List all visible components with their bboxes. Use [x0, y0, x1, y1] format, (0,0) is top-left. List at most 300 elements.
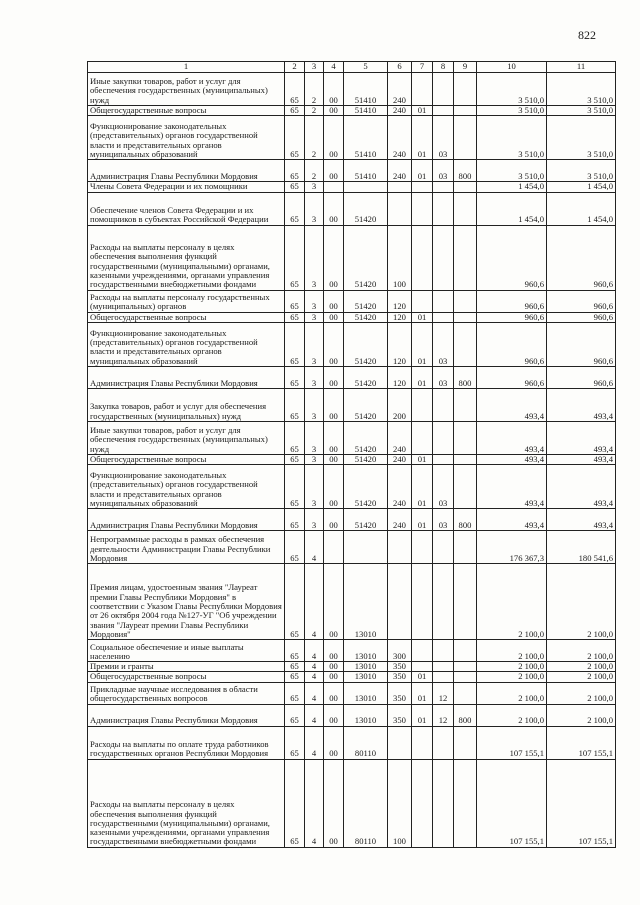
code-col7-cell: 01: [412, 509, 433, 531]
code-col5-cell: 51420: [344, 322, 388, 366]
code-col9-cell: [454, 192, 477, 225]
code-col5-cell: 13010: [344, 640, 388, 662]
amount-col11-cell: 493,4: [547, 388, 616, 421]
amount-col10-cell: 2 100,0: [477, 640, 547, 662]
code-col7-cell: [412, 726, 433, 759]
table-row: [88, 454, 616, 464]
table-row: [88, 531, 616, 564]
code-col9-cell: [454, 322, 477, 366]
amount-col11-cell: 3 510,0: [547, 116, 616, 160]
code-col9-cell: [454, 454, 477, 464]
amount-col11-cell: 2 100,0: [547, 682, 616, 704]
code-col7-cell: [412, 225, 433, 290]
code-col7-cell: [412, 182, 433, 192]
code-col2-cell: 65: [285, 454, 305, 464]
code-col3-cell: 3: [305, 366, 324, 388]
header-cell: 8: [433, 62, 454, 73]
item-name-cell: Расходы на выплаты персоналу в целях обеспечения выполнения функций государственными (муниципальными) органами, казенными учреждениями, органами управления государственными внебюджетными фондами: [88, 759, 285, 847]
code-col2-cell: 65: [285, 182, 305, 192]
amount-col10-cell: 2 100,0: [477, 682, 547, 704]
table-row: [88, 421, 616, 454]
code-col9-cell: [454, 182, 477, 192]
code-col7-cell: [412, 662, 433, 672]
amount-col10-cell: 3 510,0: [477, 160, 547, 182]
code-col4-cell: 00: [324, 454, 344, 464]
amount-col10-cell: 2 100,0: [477, 672, 547, 682]
code-col9-cell: [454, 388, 477, 421]
amount-col10-cell: 960,6: [477, 366, 547, 388]
code-col9-cell: [454, 672, 477, 682]
code-col7-cell: [412, 759, 433, 847]
code-col9-cell: [454, 662, 477, 672]
table-row: [88, 116, 616, 160]
table-row: [88, 290, 616, 312]
amount-col11-cell: 493,4: [547, 421, 616, 454]
code-col4-cell: 00: [324, 421, 344, 454]
amount-col11-cell: 3 510,0: [547, 73, 616, 106]
code-col2-cell: 65: [285, 73, 305, 106]
code-col3-cell: 3: [305, 290, 324, 312]
code-col2-cell: 65: [285, 312, 305, 322]
code-col2-cell: 65: [285, 704, 305, 726]
code-col6-cell: 240: [388, 465, 412, 509]
amount-col10-cell: 493,4: [477, 465, 547, 509]
code-col2-cell: 65: [285, 759, 305, 847]
code-col3-cell: 4: [305, 531, 324, 564]
code-col4-cell: 00: [324, 106, 344, 116]
code-col5-cell: 13010: [344, 704, 388, 726]
code-col8-cell: [433, 726, 454, 759]
item-name-cell: Иные закупки товаров, работ и услуг для обеспечения государственных (муниципальных) нужд: [88, 73, 285, 106]
table-row: [88, 312, 616, 322]
code-col9-cell: [454, 116, 477, 160]
code-col8-cell: 03: [433, 322, 454, 366]
code-col4-cell: 00: [324, 192, 344, 225]
header-cell: 10: [477, 62, 547, 73]
item-name-cell: Функционирование законодательных (представительных) органов государственной власти и представительных органов муниципальных образований: [88, 465, 285, 509]
code-col4-cell: 00: [324, 564, 344, 640]
code-col8-cell: [433, 73, 454, 106]
code-col3-cell: 3: [305, 312, 324, 322]
code-col8-cell: [433, 290, 454, 312]
header-cell: 11: [547, 62, 616, 73]
code-col2-cell: 65: [285, 225, 305, 290]
amount-col11-cell: 493,4: [547, 465, 616, 509]
code-col2-cell: 65: [285, 366, 305, 388]
code-col8-cell: [433, 192, 454, 225]
code-col6-cell: 240: [388, 160, 412, 182]
code-col7-cell: [412, 192, 433, 225]
code-col3-cell: 2: [305, 106, 324, 116]
header-cell: 4: [324, 62, 344, 73]
item-name-cell: Непрограммные расходы в рамках обеспечения деятельности Администрации Главы Республики Мордовия: [88, 531, 285, 564]
item-name-cell: Члены Совета Федерации и их помощники: [88, 182, 285, 192]
code-col7-cell: [412, 73, 433, 106]
amount-col10-cell: 107 155,1: [477, 759, 547, 847]
amount-col10-cell: 2 100,0: [477, 704, 547, 726]
code-col2-cell: 65: [285, 388, 305, 421]
code-col5-cell: 51420: [344, 388, 388, 421]
amount-col11-cell: 493,4: [547, 509, 616, 531]
item-name-cell: Администрация Главы Республики Мордовия: [88, 366, 285, 388]
amount-col10-cell: 960,6: [477, 290, 547, 312]
code-col4-cell: [324, 182, 344, 192]
code-col9-cell: [454, 726, 477, 759]
code-col7-cell: 01: [412, 672, 433, 682]
code-col6-cell: [388, 726, 412, 759]
budget-table: [87, 61, 616, 848]
code-col9-cell: 800: [454, 366, 477, 388]
code-col8-cell: [433, 106, 454, 116]
code-col5-cell: 13010: [344, 662, 388, 672]
code-col7-cell: 01: [412, 704, 433, 726]
item-name-cell: Администрация Главы Республики Мордовия: [88, 509, 285, 531]
item-name-cell: Обеспечение членов Совета Федерации и их помощников в субъектах Российской Федерации: [88, 192, 285, 225]
code-col7-cell: 01: [412, 682, 433, 704]
code-col9-cell: [454, 682, 477, 704]
code-col6-cell: 240: [388, 106, 412, 116]
table-row: [88, 192, 616, 225]
item-name-cell: Премии и гранты: [88, 662, 285, 672]
code-col5-cell: 13010: [344, 682, 388, 704]
code-col5-cell: 51420: [344, 454, 388, 464]
code-col7-cell: 01: [412, 106, 433, 116]
code-col2-cell: 65: [285, 322, 305, 366]
amount-col11-cell: 2 100,0: [547, 704, 616, 726]
table-row: [88, 73, 616, 106]
item-name-cell: Премия лицам, удостоенным звания "Лауреат премии Главы Республики Мордовия" в соответствии с Указом Главы Республики Мордовия от 26 октября 2004 года №127-УГ "Об учреждении звания "Лауреат премии Главы Республики Мордовия": [88, 564, 285, 640]
amount-col11-cell: 107 155,1: [547, 759, 616, 847]
code-col6-cell: 120: [388, 366, 412, 388]
item-name-cell: Закупка товаров, работ и услуг для обеспечения государственных (муниципальных) нужд: [88, 388, 285, 421]
table-row: [88, 726, 616, 759]
code-col5-cell: [344, 182, 388, 192]
code-col8-cell: [433, 531, 454, 564]
item-name-cell: Функционирование законодательных (представительных) органов государственной власти и представительных органов муниципальных образований: [88, 322, 285, 366]
code-col2-cell: 65: [285, 672, 305, 682]
code-col4-cell: 00: [324, 290, 344, 312]
table-row: [88, 225, 616, 290]
code-col3-cell: 3: [305, 509, 324, 531]
amount-col11-cell: 2 100,0: [547, 640, 616, 662]
code-col3-cell: 3: [305, 322, 324, 366]
amount-col10-cell: 960,6: [477, 312, 547, 322]
code-col9-cell: [454, 465, 477, 509]
code-col3-cell: 3: [305, 225, 324, 290]
code-col9-cell: [454, 531, 477, 564]
item-name-cell: Администрация Главы Республики Мордовия: [88, 160, 285, 182]
code-col6-cell: 240: [388, 116, 412, 160]
item-name-cell: Расходы на выплаты персоналу государственных (муниципальных) органов: [88, 290, 285, 312]
code-col4-cell: 00: [324, 116, 344, 160]
code-col3-cell: 4: [305, 662, 324, 672]
amount-col10-cell: 2 100,0: [477, 564, 547, 640]
amount-col10-cell: 960,6: [477, 225, 547, 290]
table-row: [88, 388, 616, 421]
code-col7-cell: 01: [412, 454, 433, 464]
table-row: [88, 704, 616, 726]
table-row: [88, 322, 616, 366]
code-col6-cell: 100: [388, 759, 412, 847]
code-col5-cell: 51420: [344, 366, 388, 388]
code-col5-cell: 13010: [344, 564, 388, 640]
table-row: [88, 672, 616, 682]
code-col5-cell: 13010: [344, 672, 388, 682]
code-col8-cell: [433, 662, 454, 672]
code-col9-cell: [454, 640, 477, 662]
amount-col11-cell: 960,6: [547, 312, 616, 322]
amount-col11-cell: 1 454,0: [547, 182, 616, 192]
code-col5-cell: 51420: [344, 465, 388, 509]
code-col6-cell: 350: [388, 662, 412, 672]
amount-col10-cell: 176 367,3: [477, 531, 547, 564]
code-col4-cell: 00: [324, 160, 344, 182]
code-col2-cell: 65: [285, 290, 305, 312]
code-col2-cell: 65: [285, 726, 305, 759]
amount-col10-cell: 3 510,0: [477, 73, 547, 106]
table-row: [88, 465, 616, 509]
table-row: [88, 564, 616, 640]
code-col8-cell: [433, 640, 454, 662]
code-col2-cell: 65: [285, 106, 305, 116]
code-col6-cell: 240: [388, 421, 412, 454]
code-col9-cell: [454, 564, 477, 640]
code-col6-cell: [388, 531, 412, 564]
amount-col10-cell: 493,4: [477, 454, 547, 464]
code-col4-cell: 00: [324, 640, 344, 662]
code-col9-cell: [454, 759, 477, 847]
code-col3-cell: 4: [305, 640, 324, 662]
code-col5-cell: 51420: [344, 509, 388, 531]
code-col3-cell: 3: [305, 192, 324, 225]
code-col8-cell: [433, 672, 454, 682]
code-col6-cell: 240: [388, 509, 412, 531]
table-row: [88, 106, 616, 116]
code-col6-cell: 120: [388, 290, 412, 312]
code-col2-cell: 65: [285, 465, 305, 509]
code-col6-cell: 350: [388, 704, 412, 726]
item-name-cell: Общегосударственные вопросы: [88, 106, 285, 116]
header-cell: 1: [88, 62, 285, 73]
code-col5-cell: 51420: [344, 290, 388, 312]
code-col4-cell: 00: [324, 73, 344, 106]
code-col8-cell: [433, 759, 454, 847]
code-col8-cell: 03: [433, 509, 454, 531]
code-col8-cell: [433, 421, 454, 454]
code-col9-cell: [454, 225, 477, 290]
code-col3-cell: 4: [305, 704, 324, 726]
header-cell: 9: [454, 62, 477, 73]
code-col9-cell: 800: [454, 160, 477, 182]
table-row: [88, 160, 616, 182]
code-col5-cell: 51420: [344, 192, 388, 225]
code-col4-cell: 00: [324, 322, 344, 366]
code-col4-cell: 00: [324, 225, 344, 290]
item-name-cell: Прикладные научные исследования в области общегосударственных вопросов: [88, 682, 285, 704]
code-col4-cell: 00: [324, 704, 344, 726]
item-name-cell: Расходы на выплаты персоналу в целях обеспечения выполнения функций государственными (муниципальными) органами, казенными учреждениями, органами управления государственными внебюджетными фондами: [88, 225, 285, 290]
amount-col10-cell: 3 510,0: [477, 106, 547, 116]
code-col9-cell: [454, 290, 477, 312]
code-col6-cell: 240: [388, 454, 412, 464]
code-col6-cell: [388, 192, 412, 225]
table-row: [88, 682, 616, 704]
item-name-cell: Администрация Главы Республики Мордовия: [88, 704, 285, 726]
amount-col10-cell: 3 510,0: [477, 116, 547, 160]
code-col9-cell: [454, 421, 477, 454]
code-col3-cell: 3: [305, 421, 324, 454]
code-col4-cell: 00: [324, 672, 344, 682]
header-cell: 2: [285, 62, 305, 73]
code-col9-cell: 800: [454, 509, 477, 531]
code-col7-cell: 01: [412, 116, 433, 160]
code-col6-cell: 200: [388, 388, 412, 421]
code-col2-cell: 65: [285, 192, 305, 225]
code-col2-cell: 65: [285, 662, 305, 672]
code-col9-cell: [454, 106, 477, 116]
code-col8-cell: 03: [433, 116, 454, 160]
code-col8-cell: 03: [433, 465, 454, 509]
header-cell: 5: [344, 62, 388, 73]
code-col8-cell: [433, 312, 454, 322]
code-col4-cell: 00: [324, 366, 344, 388]
table-row: [88, 366, 616, 388]
amount-col10-cell: 2 100,0: [477, 662, 547, 672]
code-col4-cell: 00: [324, 388, 344, 421]
code-col4-cell: 00: [324, 312, 344, 322]
code-col7-cell: [412, 421, 433, 454]
code-col3-cell: 2: [305, 160, 324, 182]
code-col5-cell: 51420: [344, 421, 388, 454]
code-col7-cell: [412, 640, 433, 662]
code-col7-cell: [412, 531, 433, 564]
item-name-cell: Иные закупки товаров, работ и услуг для обеспечения государственных (муниципальных) нужд: [88, 421, 285, 454]
code-col2-cell: 65: [285, 531, 305, 564]
code-col7-cell: 01: [412, 160, 433, 182]
page-number: 822: [578, 28, 596, 42]
code-col5-cell: 51410: [344, 116, 388, 160]
code-col8-cell: 12: [433, 704, 454, 726]
table-row: [88, 759, 616, 847]
code-col9-cell: [454, 312, 477, 322]
code-col9-cell: [454, 73, 477, 106]
code-col5-cell: 51410: [344, 106, 388, 116]
amount-col10-cell: 1 454,0: [477, 182, 547, 192]
amount-col11-cell: 960,6: [547, 225, 616, 290]
code-col2-cell: 65: [285, 116, 305, 160]
code-col5-cell: [344, 531, 388, 564]
code-col6-cell: 240: [388, 73, 412, 106]
table-row: [88, 662, 616, 672]
code-col8-cell: [433, 454, 454, 464]
amount-col10-cell: 1 454,0: [477, 192, 547, 225]
code-col7-cell: [412, 388, 433, 421]
amount-col11-cell: 2 100,0: [547, 564, 616, 640]
item-name-cell: Общегосударственные вопросы: [88, 454, 285, 464]
item-name-cell: Расходы на выплаты по оплате труда работников государственных органов Республики Мордовия: [88, 726, 285, 759]
amount-col11-cell: 1 454,0: [547, 192, 616, 225]
item-name-cell: Общегосударственные вопросы: [88, 672, 285, 682]
header-row: [88, 62, 616, 73]
amount-col11-cell: 493,4: [547, 454, 616, 464]
code-col3-cell: 3: [305, 465, 324, 509]
header-cell: 7: [412, 62, 433, 73]
code-col3-cell: 2: [305, 116, 324, 160]
code-col4-cell: [324, 531, 344, 564]
code-col8-cell: [433, 182, 454, 192]
code-col7-cell: 01: [412, 322, 433, 366]
table-row: [88, 509, 616, 531]
code-col6-cell: 120: [388, 322, 412, 366]
code-col3-cell: 4: [305, 759, 324, 847]
amount-col11-cell: 2 100,0: [547, 662, 616, 672]
code-col3-cell: 4: [305, 726, 324, 759]
code-col4-cell: 00: [324, 509, 344, 531]
code-col3-cell: 3: [305, 182, 324, 192]
code-col4-cell: 00: [324, 465, 344, 509]
item-name-cell: Социальное обеспечение и иные выплаты населению: [88, 640, 285, 662]
code-col5-cell: 51420: [344, 312, 388, 322]
code-col7-cell: 01: [412, 312, 433, 322]
amount-col10-cell: 493,4: [477, 421, 547, 454]
code-col3-cell: 3: [305, 454, 324, 464]
amount-col11-cell: 960,6: [547, 322, 616, 366]
code-col7-cell: [412, 564, 433, 640]
code-col4-cell: 00: [324, 759, 344, 847]
code-col3-cell: 4: [305, 682, 324, 704]
amount-col11-cell: 3 510,0: [547, 160, 616, 182]
table-row: [88, 182, 616, 192]
amount-col10-cell: 493,4: [477, 388, 547, 421]
code-col6-cell: 350: [388, 672, 412, 682]
code-col8-cell: [433, 225, 454, 290]
code-col7-cell: [412, 290, 433, 312]
code-col3-cell: 4: [305, 672, 324, 682]
code-col8-cell: 03: [433, 160, 454, 182]
code-col4-cell: 00: [324, 682, 344, 704]
amount-col11-cell: 960,6: [547, 290, 616, 312]
code-col2-cell: 65: [285, 509, 305, 531]
code-col5-cell: 51420: [344, 225, 388, 290]
table-body: [88, 73, 616, 848]
header-cell: 3: [305, 62, 324, 73]
code-col7-cell: 01: [412, 465, 433, 509]
code-col9-cell: 800: [454, 704, 477, 726]
code-col8-cell: [433, 388, 454, 421]
amount-col10-cell: 493,4: [477, 509, 547, 531]
header-cell: 6: [388, 62, 412, 73]
code-col6-cell: 300: [388, 640, 412, 662]
code-col2-cell: 65: [285, 682, 305, 704]
amount-col11-cell: 2 100,0: [547, 672, 616, 682]
amount-col11-cell: 180 541,6: [547, 531, 616, 564]
code-col3-cell: 3: [305, 388, 324, 421]
code-col5-cell: 80110: [344, 759, 388, 847]
code-col6-cell: [388, 182, 412, 192]
table-row: [88, 640, 616, 662]
code-col5-cell: 51410: [344, 160, 388, 182]
code-col6-cell: 100: [388, 225, 412, 290]
code-col4-cell: 00: [324, 662, 344, 672]
item-name-cell: Функционирование законодательных (представительных) органов государственной власти и представительных органов муниципальных образований: [88, 116, 285, 160]
code-col8-cell: 12: [433, 682, 454, 704]
code-col6-cell: [388, 564, 412, 640]
code-col2-cell: 65: [285, 160, 305, 182]
amount-col11-cell: 3 510,0: [547, 106, 616, 116]
code-col6-cell: 120: [388, 312, 412, 322]
amount-col10-cell: 960,6: [477, 322, 547, 366]
code-col2-cell: 65: [285, 421, 305, 454]
